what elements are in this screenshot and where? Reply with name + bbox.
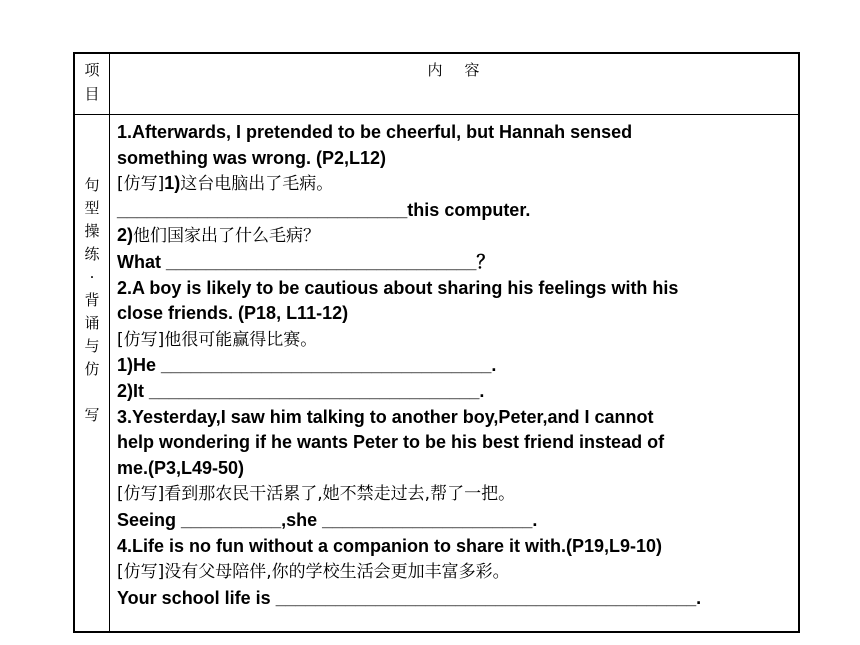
english-text: _____________________________this computer. bbox=[117, 199, 531, 220]
header-content-label: 内容 bbox=[427, 61, 502, 79]
content-line bbox=[117, 456, 790, 482]
content-line bbox=[117, 379, 790, 405]
side-label-char: · bbox=[89, 268, 95, 286]
content-line bbox=[117, 534, 790, 560]
item-number: 1) bbox=[164, 173, 181, 194]
imitation-tag: [仿写] bbox=[117, 562, 165, 583]
content-line bbox=[117, 586, 790, 612]
imitation-tag: [仿写] bbox=[117, 329, 165, 350]
english-text: What _______________________________？ bbox=[117, 251, 495, 272]
imitation-tag: [仿写] bbox=[117, 484, 165, 505]
content-line bbox=[117, 171, 790, 198]
side-label-char: 练 bbox=[84, 245, 100, 263]
side-label-char: 背 bbox=[84, 291, 100, 309]
content-line bbox=[117, 120, 790, 146]
content-line bbox=[117, 430, 790, 456]
content-line bbox=[117, 223, 790, 250]
english-text: close friends. (P18, L11-12) bbox=[117, 303, 349, 324]
side-label-char: 与 bbox=[84, 337, 100, 355]
side-label-char: 仿 bbox=[84, 360, 100, 378]
chinese-prompt: 这台电脑出了毛病。 bbox=[180, 174, 334, 195]
english-text: something was wrong. (P2,L12) bbox=[117, 147, 387, 168]
english-text: 4.Life is no fun without a companion to share it with.(P19,L9-10) bbox=[117, 535, 663, 556]
exercise-table bbox=[73, 52, 800, 633]
content-line bbox=[117, 327, 790, 354]
side-label-char: 操 bbox=[84, 222, 100, 240]
content-line bbox=[117, 146, 790, 172]
content-line bbox=[117, 405, 790, 431]
header-divider bbox=[75, 114, 798, 115]
content-line bbox=[117, 353, 790, 379]
english-text: 2.A boy is likely to be cautious about sharing his feelings with his bbox=[117, 277, 679, 298]
english-text: 3.Yesterday,I saw him talking to another boy,Peter,and I cannot bbox=[117, 406, 654, 427]
content-line bbox=[117, 559, 790, 586]
english-text: 1.Afterwards, I pretended to be cheerful, but Hannah sensed bbox=[117, 122, 633, 142]
content-line bbox=[117, 301, 790, 327]
content-line bbox=[117, 481, 790, 508]
chinese-prompt: 没有父母陪伴,你的学校生活会更加丰富多彩。 bbox=[164, 562, 510, 583]
english-text: me.(P3,L49-50) bbox=[117, 457, 245, 478]
side-category-label bbox=[75, 174, 109, 427]
side-label-char bbox=[75, 381, 109, 404]
header-item-char-2: 目 bbox=[84, 85, 100, 103]
column-divider bbox=[109, 54, 110, 631]
chinese-prompt: 他很可能赢得比赛。 bbox=[164, 329, 318, 350]
item-number: 2) bbox=[117, 225, 134, 246]
side-label-char: 写 bbox=[84, 406, 100, 424]
chinese-prompt: 看到那农民干活累了,她不禁走过去,帮了一把。 bbox=[164, 484, 516, 505]
content-line bbox=[117, 508, 790, 534]
chinese-prompt: 他们国家出了什么毛病？ bbox=[133, 226, 321, 247]
header-item-label bbox=[75, 58, 109, 106]
content-line bbox=[117, 276, 790, 302]
imitation-tag: [仿写] bbox=[117, 174, 165, 195]
exercise-content bbox=[117, 120, 790, 611]
english-text: Your school life is __________________________________________. bbox=[117, 587, 702, 608]
side-label-char: 型 bbox=[84, 199, 100, 217]
english-text: 2)It _________________________________. bbox=[117, 380, 485, 401]
english-text: help wondering if he wants Peter to be his best friend instead of bbox=[117, 432, 665, 453]
english-text: Seeing __________,she _____________________. bbox=[117, 509, 538, 530]
content-line bbox=[117, 250, 790, 276]
content-line bbox=[117, 198, 790, 224]
header-item-char-1: 项 bbox=[84, 61, 100, 79]
side-label-char: 句 bbox=[84, 176, 100, 194]
english-text: 1)He _________________________________. bbox=[117, 355, 497, 376]
side-label-char: 诵 bbox=[84, 314, 100, 332]
